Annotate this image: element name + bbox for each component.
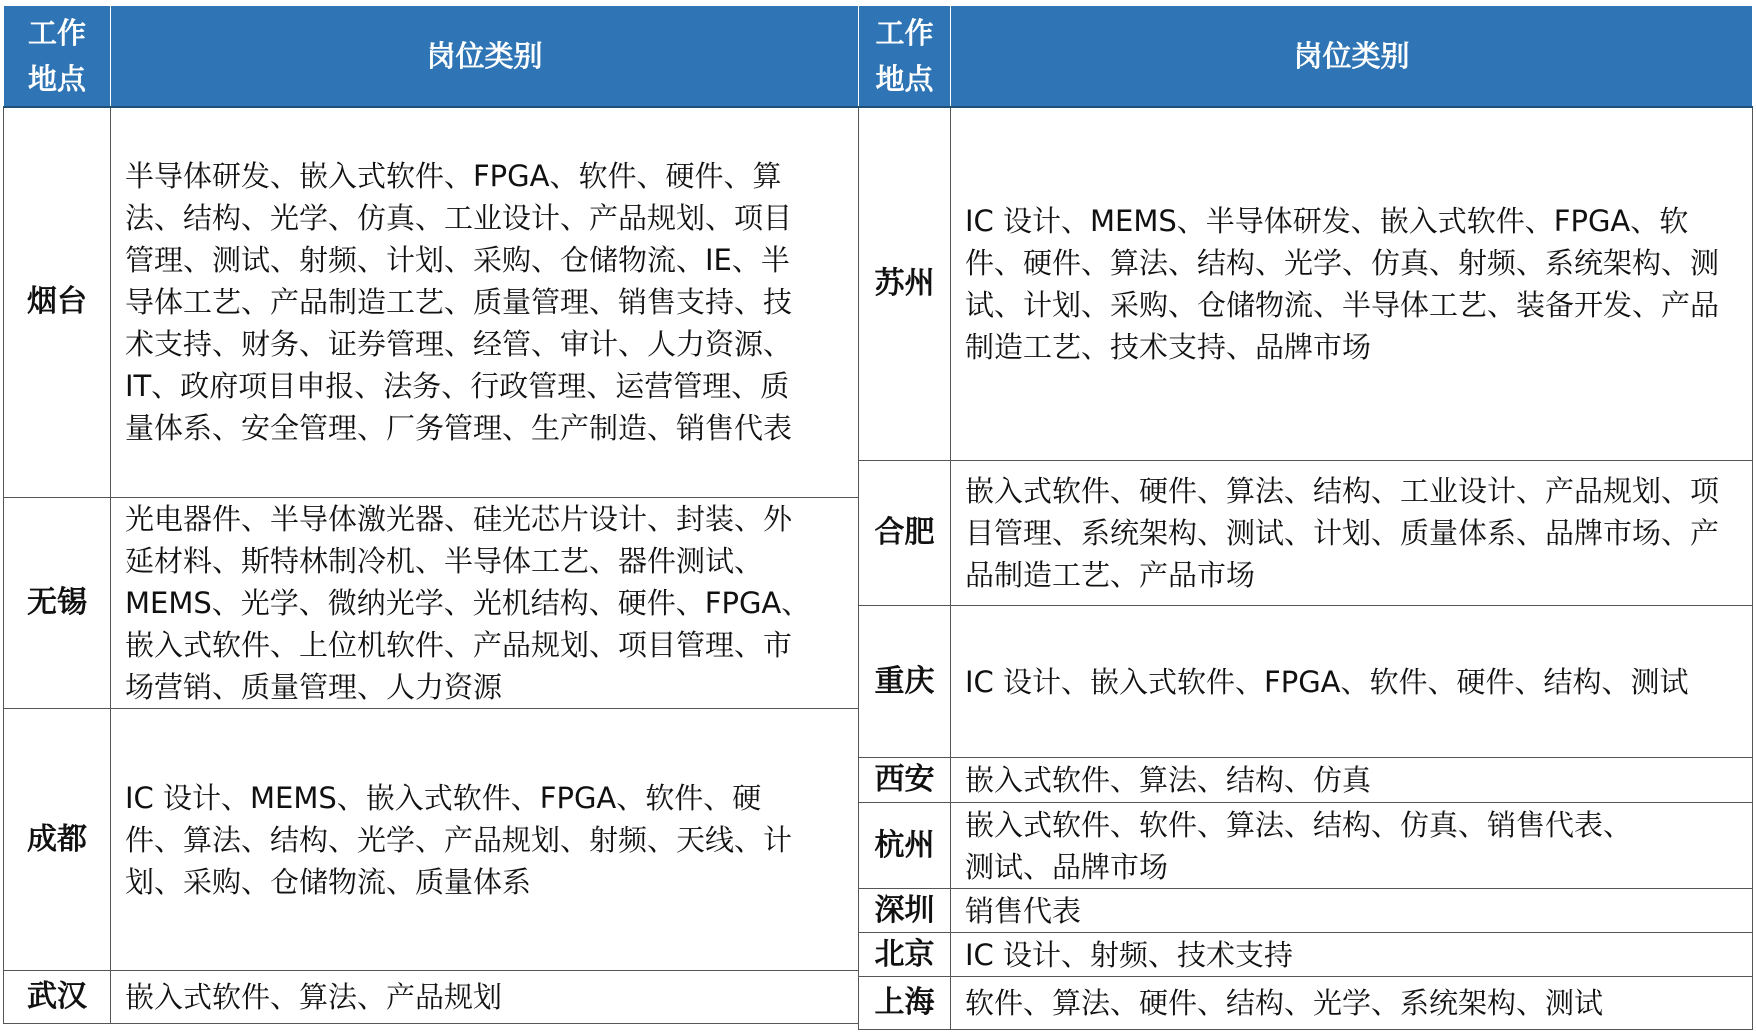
- table-row: [859, 933, 1753, 977]
- table-row: [4, 498, 859, 709]
- left-location-table: [3, 5, 859, 1024]
- table-row: [859, 889, 1753, 933]
- location-cell: 北京: [859, 933, 951, 977]
- job-list-cell: 嵌入式软件、算法、结构、仿真: [951, 758, 1753, 803]
- left-header-row: [4, 6, 859, 107]
- table-row: [859, 606, 1753, 758]
- job-list-cell: IC 设计、嵌入式软件、FPGA、软件、硬件、结构、测试: [951, 606, 1753, 758]
- location-cell: 合肥: [859, 461, 951, 606]
- job-list-cell: IC 设计、射频、技术支持: [951, 933, 1753, 977]
- location-cell: 成都: [4, 709, 111, 971]
- location-header: 工作地点: [859, 6, 951, 107]
- location-cell: 深圳: [859, 889, 951, 933]
- job-list-cell: 嵌入式软件、硬件、算法、结构、工业设计、产品规划、项目管理、系统架构、测试、计划、质量体系、品牌市场、产品制造工艺、产品市场: [951, 461, 1753, 606]
- table-row: [859, 977, 1753, 1030]
- table-row: [4, 709, 859, 971]
- job-list-cell: 嵌入式软件、软件、算法、结构、仿真、销售代表、测试、品牌市场: [951, 803, 1753, 889]
- job-list-cell: 软件、算法、硬件、结构、光学、系统架构、测试: [951, 977, 1753, 1030]
- job-list-cell: 光电器件、半导体激光器、硅光芯片设计、封装、外延材料、斯特林制冷机、半导体工艺、器件测试、MEMS、光学、微纳光学、光机结构、硬件、FPGA、嵌入式软件、上位机软件、产品规划、项目管理、市场营销、质量管理、人力资源: [111, 498, 859, 709]
- location-cell: 武汉: [4, 971, 111, 1024]
- table-row: [859, 758, 1753, 803]
- table-row: [859, 461, 1753, 606]
- location-header: 工作地点: [4, 6, 111, 107]
- table-row: [859, 803, 1753, 889]
- table-row: [859, 107, 1753, 461]
- right-header-row: [859, 6, 1753, 107]
- job-category-header: 岗位类别: [951, 6, 1753, 107]
- location-cell: 重庆: [859, 606, 951, 758]
- location-cell: 无锡: [4, 498, 111, 709]
- job-list-cell: 嵌入式软件、算法、产品规划: [111, 971, 859, 1024]
- job-list-cell: 半导体研发、嵌入式软件、FPGA、软件、硬件、算法、结构、光学、仿真、工业设计、产品规划、项目管理、测试、射频、计划、采购、仓储物流、IE、半导体工艺、产品制造工艺、质量管理、销售支持、技术支持、财务、证券管理、经管、审计、人力资源、IT、政府项目申报、法务、行政管理、运营管理、质量体系、安全管理、厂务管理、生产制造、销售代表: [111, 107, 859, 498]
- job-list-cell: IC 设计、MEMS、嵌入式软件、FPGA、软件、硬件、算法、结构、光学、产品规划、射频、天线、计划、采购、仓储物流、质量体系: [111, 709, 859, 971]
- location-cell: 烟台: [4, 107, 111, 498]
- location-cell: 杭州: [859, 803, 951, 889]
- job-list-cell: 销售代表: [951, 889, 1753, 933]
- location-cell: 西安: [859, 758, 951, 803]
- job-category-header: 岗位类别: [111, 6, 859, 107]
- location-cell: 上海: [859, 977, 951, 1030]
- right-location-table: [858, 5, 1753, 1030]
- location-cell: 苏州: [859, 107, 951, 461]
- table-row: [4, 971, 859, 1024]
- table-row: [4, 107, 859, 498]
- job-list-cell: IC 设计、MEMS、半导体研发、嵌入式软件、FPGA、软件、硬件、算法、结构、光学、仿真、射频、系统架构、测试、计划、采购、仓储物流、半导体工艺、装备开发、产品制造工艺、技术支持、品牌市场: [951, 107, 1753, 461]
